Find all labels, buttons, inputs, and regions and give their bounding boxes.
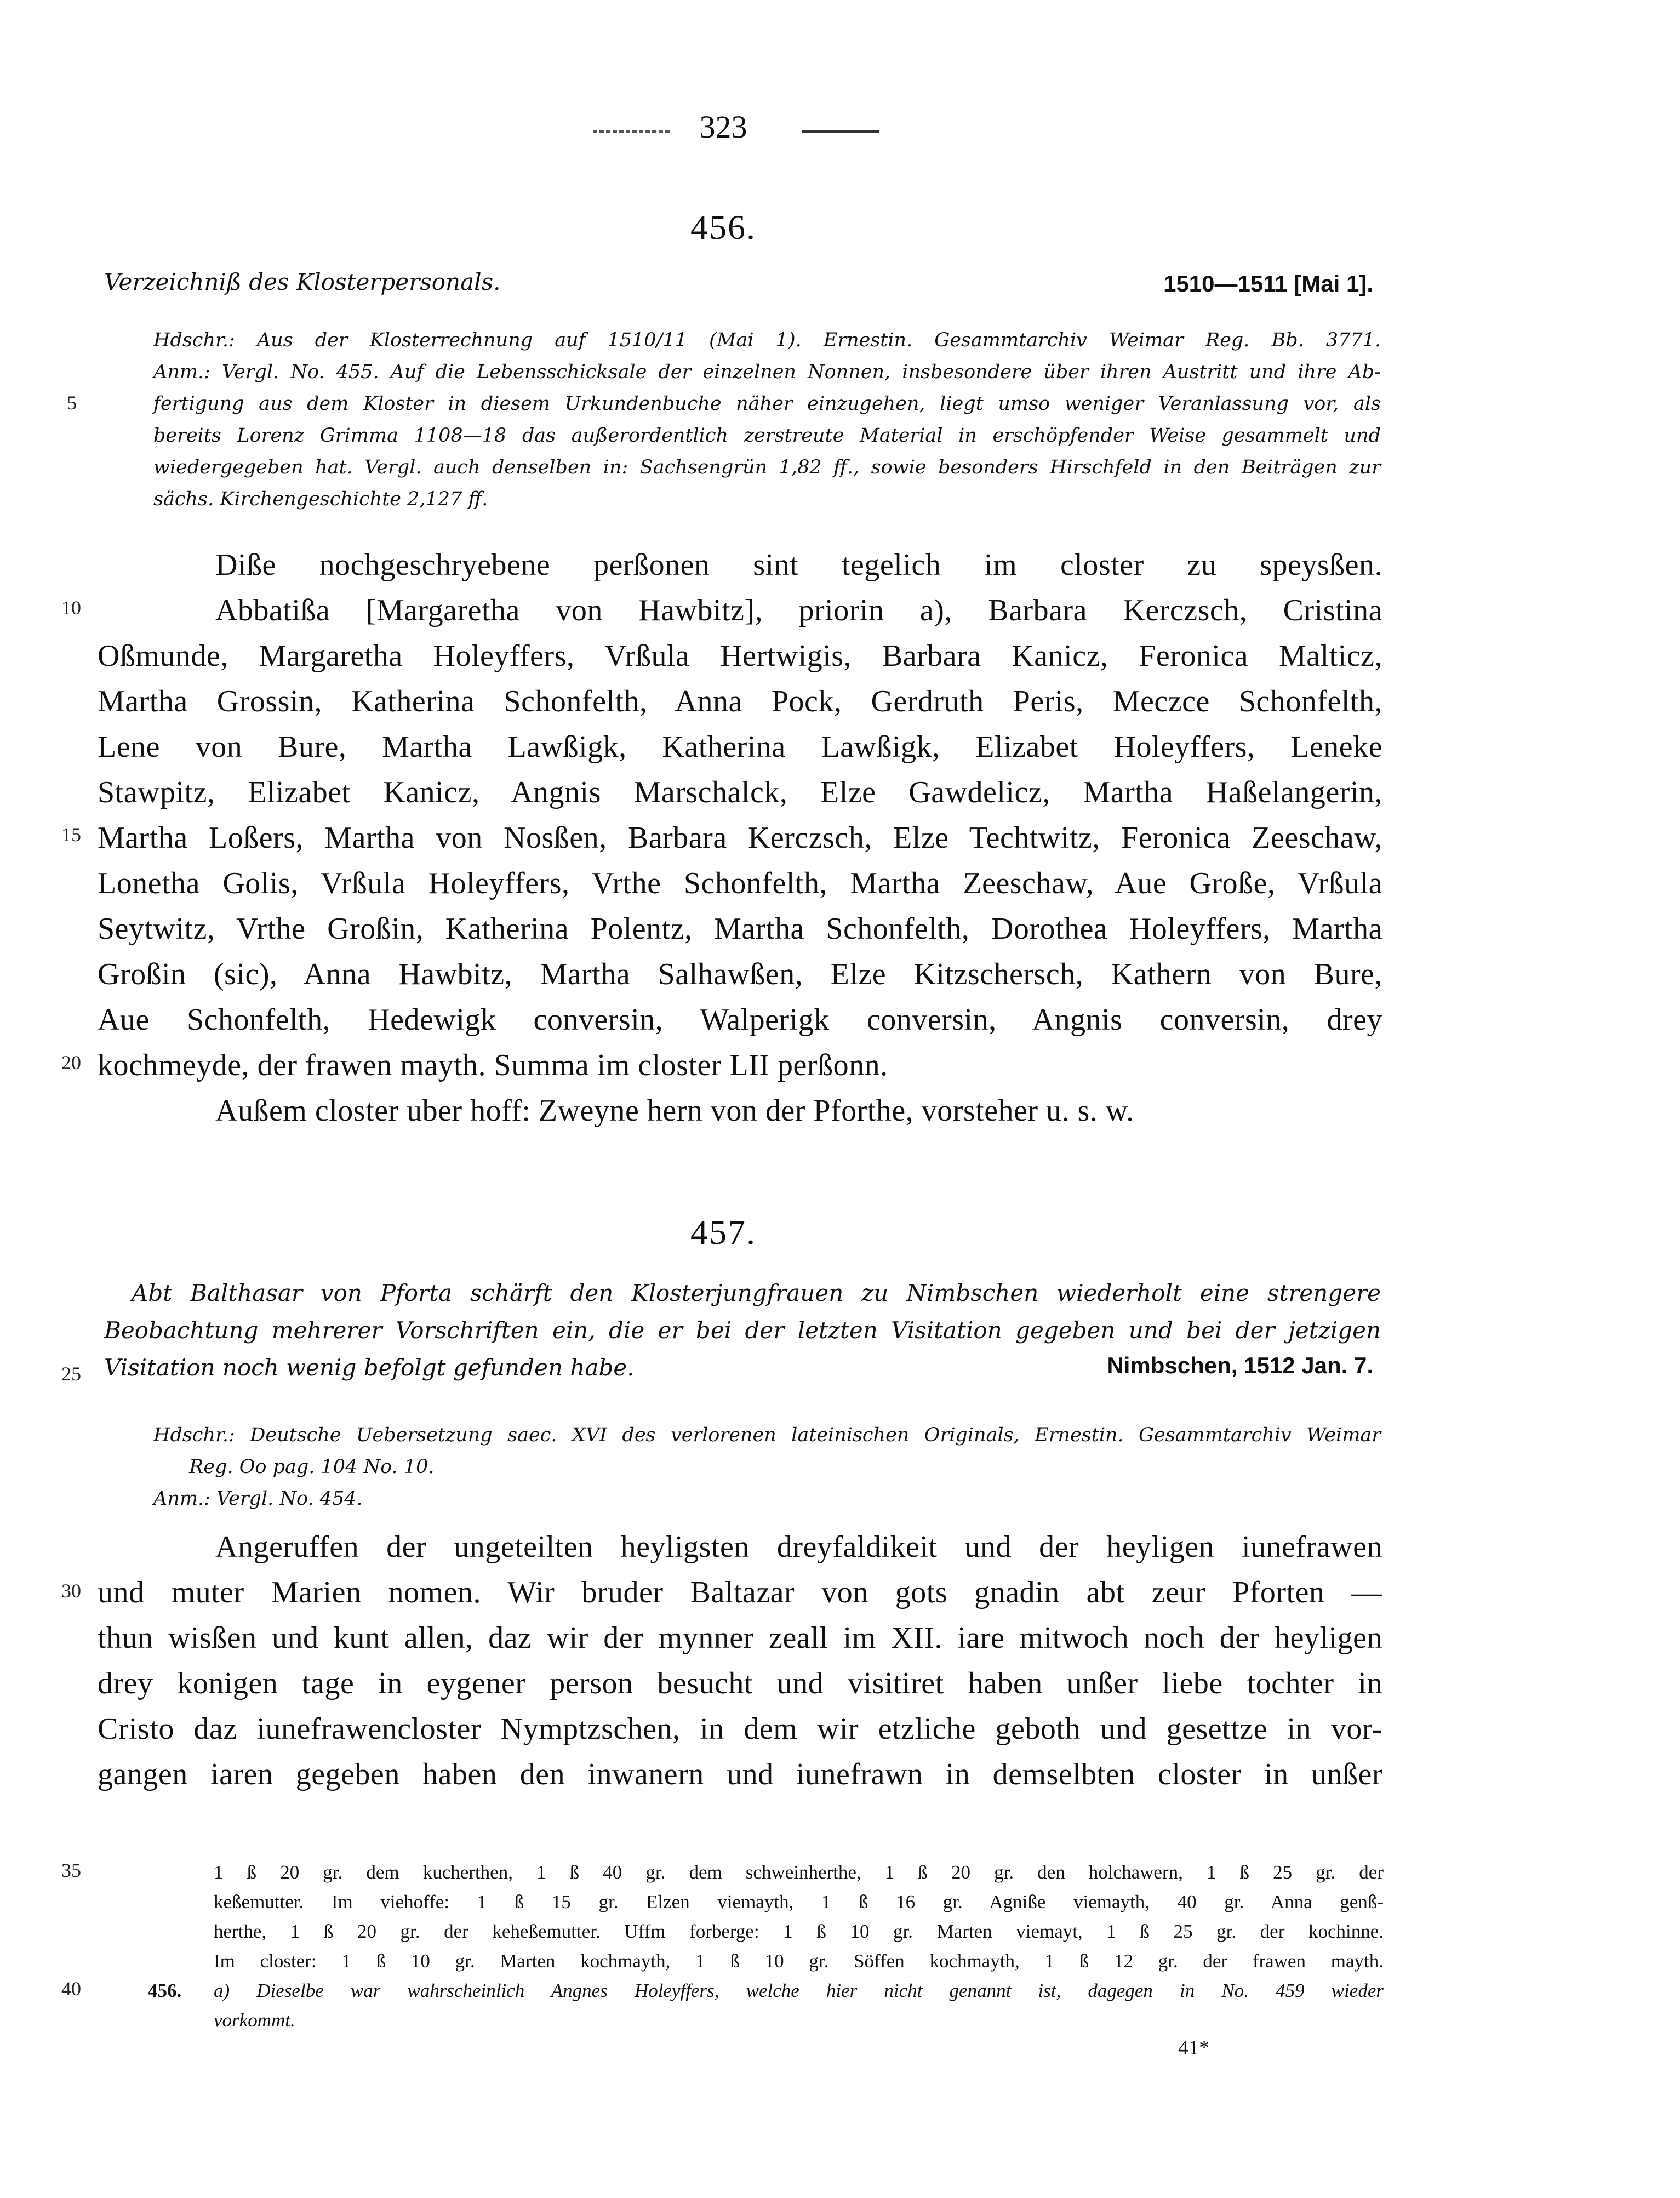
footnote-456-line: a) Dieselbe war wahrscheinlich Angnes Holeyffers, welche hier nicht genannt ist, dagegen in No. 459 wieder	[214, 1980, 1384, 2001]
text-line: Seytwitz, Vrthe Großin, Katherina Polentz, Martha Schonfelth, Dorothea Holeyffers, Martha	[98, 912, 1382, 946]
text-line: Außem closter uber hoff: Zweyne hern von der Pforthe, vorsteher u. s. w.	[215, 1094, 1134, 1128]
text-line: Martha Grossin, Katherina Schonfelth, Anna Pock, Gerdruth Peris, Meczce Schonfelth,	[98, 684, 1382, 718]
apparatus-line: Reg. Oo pag. 104 No. 10.	[189, 1456, 435, 1478]
text-line: Lene von Bure, Martha Lawßigk, Katherina Lawßigk, Elizabet Holeyffers, Leneke	[98, 730, 1382, 764]
line-number: 5	[67, 392, 77, 414]
document-number-457: 457.	[690, 1213, 756, 1252]
text-456	[98, 543, 1382, 1134]
document-number-456: 456.	[690, 208, 756, 247]
text-457	[98, 1525, 1382, 1797]
regest-line: Beobachtung mehrerer Vorschriften ein, die er bei der letzten Visitation gegeben und bei der jetzigen	[104, 1317, 1381, 1344]
footnote-456-row	[148, 1976, 1384, 2006]
text-line: Abbatißa [Margaretha von Hawbitz], priorin a), Barbara Kerczsch, Cristina	[215, 593, 1382, 627]
apparatus-line: Anm.: Vergl. No. 454.	[153, 1488, 363, 1510]
line-number: 30	[61, 1580, 81, 1602]
line-number: 20	[61, 1052, 81, 1074]
text-line: Aue Schonfelth, Hedewigk conversin, Walperigk conversin, Angnis conversin, drey	[98, 1003, 1382, 1037]
text-line: drey konigen tage in eygener person besucht und visitiret haben unßer liebe tochter in	[98, 1666, 1382, 1700]
text-line: Großin (sic), Anna Hawbitz, Martha Salhawßen, Elze Kitzschersch, Kathern von Bure,	[98, 957, 1382, 991]
apparatus-line: Hdschr.: Aus der Klosterrechnung auf 1510/11 (Mai 1). Ernestin. Gesammtarchiv Weimar Reg. Bb. 3771.	[153, 329, 1381, 351]
text-line: und muter Marien nomen. Wir bruder Baltazar von gots gnadin abt zeur Pforten —	[98, 1575, 1382, 1609]
text-line: Cristo daz iunefrawencloster Nymptzschen, in dem wir etzliche geboth und gesettze in vor-	[98, 1712, 1382, 1746]
signature-mark: 41*	[1178, 2036, 1209, 2059]
apparatus-line: bereits Lorenz Grimma 1108—18 das außerordentlich zerstreute Material in erschöpfender Weise gesammelt und	[153, 425, 1381, 447]
text-line: Oßmunde, Margaretha Holeyffers, Vrßula Hertwigis, Barbara Kanicz, Feronica Malticz,	[98, 639, 1382, 673]
text-line: Martha Loßers, Martha von Nosßen, Barbara Kerczsch, Elze Techtwitz, Feronica Zeeschaw,	[98, 821, 1382, 855]
text-line: Diße nochgeschryebene perßonen sint tegelich im closter zu speysßen.	[215, 548, 1382, 582]
apparatus-line: wiedergegeben hat. Vergl. auch denselben in: Sachsengrün 1,82 ff., sowie besonders Hirschfeld in den Beiträgen zur	[153, 456, 1381, 478]
apparatus-line: Anm.: Vergl. No. 455. Auf die Lebensschicksale der einzelnen Nonnen, insbesondere über ihren Austritt und ihre Ab-	[153, 361, 1381, 383]
page-number: 323	[699, 109, 747, 145]
text-line: gangen iaren gegeben haben den inwanern und iunefrawn in demselbten closter in unßer	[98, 1757, 1382, 1791]
line-number: 40	[61, 1978, 81, 2000]
apparatus-line: sächs. Kirchengeschichte 2,127 ff.	[153, 488, 488, 510]
apparatus-457	[104, 1419, 1381, 1515]
footnote-line: 1 ß 20 gr. dem kucherthen, 1 ß 40 gr. dem schweinherthe, 1 ß 20 gr. den holchawern, 1 ß 25 gr. der	[214, 1862, 1384, 1883]
apparatus-456	[104, 324, 1381, 515]
text-line: thun wisßen und kunt allen, daz wir der mynner zeall im XII. iare mitwoch noch der heyligen	[98, 1621, 1382, 1655]
footnote-line: keßemutter. Im viehoffe: 1 ß 15 gr. Elzen viemayth, 1 ß 16 gr. Agniße viemayth, 40 gr. Anna genß-	[214, 1891, 1384, 1912]
regest-456: Verzeichniß des Klosterpersonals.	[104, 269, 501, 295]
text-line: Angeruffen der ungeteilten heyligsten dreyfaldikeit und der heyligen iunefrawen	[215, 1530, 1382, 1564]
line-number: 35	[61, 1859, 81, 1881]
footnote-456-line: vorkommt.	[214, 2009, 295, 2031]
regest-line: Abt Balthasar von Pforta schärft den Klosterjungfrauen zu Nimbschen wiederholt eine strengere	[132, 1280, 1381, 1306]
apparatus-line: fertigung aus dem Kloster in diesem Urkundenbuche näher einzugehen, liegt umso weniger Veranlassung vor, als	[153, 393, 1381, 415]
footnote-456-block	[148, 1976, 1384, 2035]
date-457: Nimbschen, 1512 Jan. 7.	[1107, 1352, 1373, 1378]
line-number: 25	[61, 1363, 81, 1385]
text-line: Stawpitz, Elizabet Kanicz, Angnis Marschalck, Elze Gawdelicz, Martha Haßelangerin,	[98, 775, 1382, 809]
date-456: 1510—1511 [Mai 1].	[1163, 271, 1373, 296]
footnote-line: Im closter: 1 ß 10 gr. Marten kochmayth, 1 ß 10 gr. Söffen kochmayth, 1 ß 12 gr. der frawen mayth.	[214, 1950, 1384, 1972]
header-rule-left	[593, 130, 670, 133]
regest-line: Visitation noch wenig befolgt gefunden habe.	[104, 1354, 635, 1381]
footnote-456-label: 456.	[148, 1980, 182, 2001]
footnotes	[214, 1858, 1384, 1976]
text-line: kochmeyde, der frawen mayth. Summa im closter LII perßonn.	[98, 1048, 888, 1082]
header-rule-right	[802, 130, 879, 133]
line-number: 10	[61, 597, 81, 619]
text-line: Lonetha Golis, Vrßula Holeyffers, Vrthe Schonfelth, Martha Zeeschaw, Aue Große, Vrßula	[98, 866, 1382, 900]
apparatus-line: Hdschr.: Deutsche Uebersetzung saec. XVI des verlorenen lateinischen Originals, Ernestin. Gesammtarchiv Weimar	[153, 1424, 1381, 1446]
line-number: 15	[61, 824, 81, 846]
footnote-line: herthe, 1 ß 20 gr. der keheßemutter. Uffm forberge: 1 ß 10 gr. Marten viemayt, 1 ß 25 gr. der kochinne.	[214, 1921, 1384, 1942]
